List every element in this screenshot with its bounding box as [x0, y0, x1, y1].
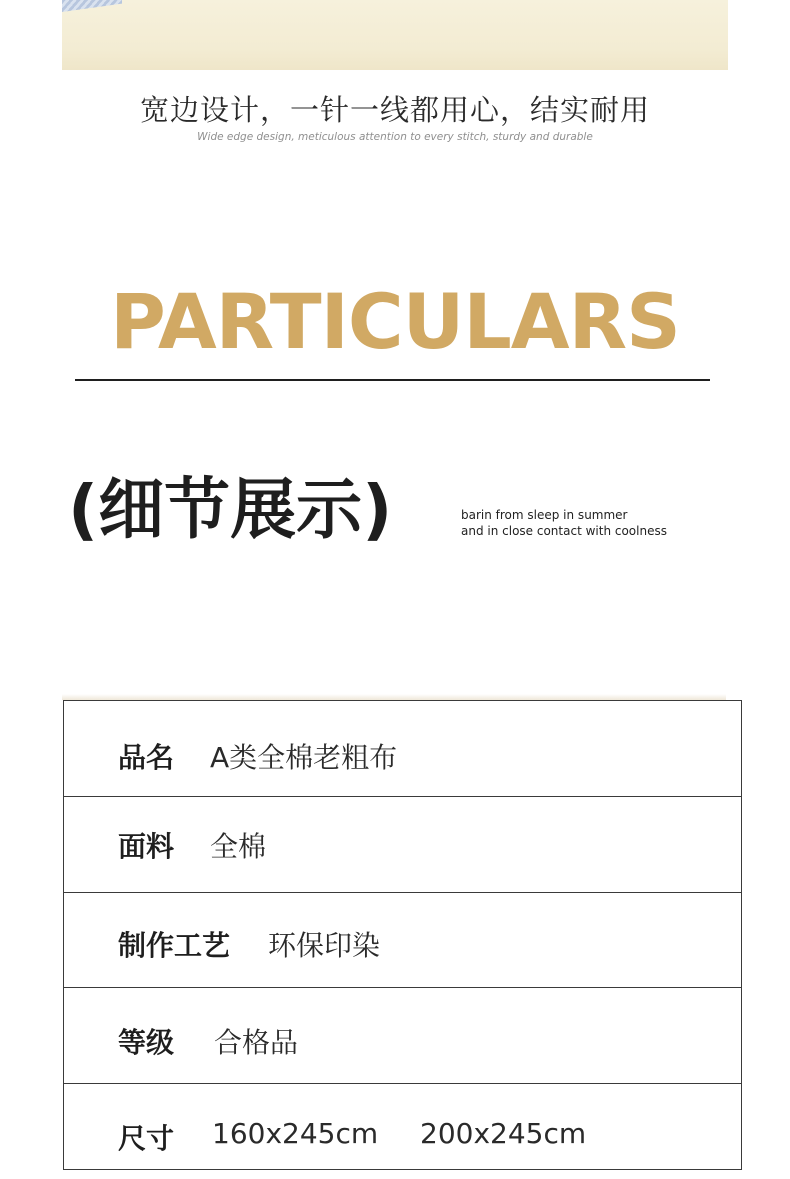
- detail-subtitle-line-2: and in close contact with coolness: [461, 524, 667, 538]
- spec-label: 面料: [118, 830, 175, 863]
- spec-row-name: [64, 701, 741, 797]
- detail-subtitle: [461, 507, 667, 539]
- spec-row-size: [64, 1083, 741, 1179]
- spec-row-process: [64, 892, 741, 988]
- feature-caption-chinese: 宽边设计，一针一线都用心，结实耐用: [139, 93, 650, 127]
- feature-caption-english: Wide edge design, meticulous attention to every stitch, sturdy and durable: [197, 131, 593, 143]
- heading-divider: [75, 379, 710, 381]
- detail-subtitle-line-1: barin from sleep in summer: [461, 508, 628, 522]
- spec-label: 制作工艺: [118, 929, 231, 962]
- spec-value: A类全棉老粗布: [210, 741, 398, 774]
- spec-row-fabric: [64, 797, 741, 893]
- spec-label: 品名: [118, 741, 175, 774]
- spec-row-grade: [64, 988, 741, 1084]
- spec-value: 160x245cm: [212, 1117, 379, 1150]
- spec-value: 全棉: [210, 830, 267, 863]
- spec-label: 等级: [118, 1026, 175, 1059]
- spec-value: 合格品: [214, 1026, 299, 1059]
- spec-value-alt: 200x245cm: [420, 1117, 587, 1150]
- fabric-edge-detail: [62, 0, 122, 12]
- spec-label: 尺寸: [118, 1122, 175, 1155]
- section-heading: PARTICULARS: [110, 277, 680, 366]
- product-photo: [62, 0, 728, 70]
- detail-title: (细节展示): [68, 471, 393, 548]
- spec-value: 环保印染: [268, 929, 381, 962]
- spec-table: [63, 700, 742, 1170]
